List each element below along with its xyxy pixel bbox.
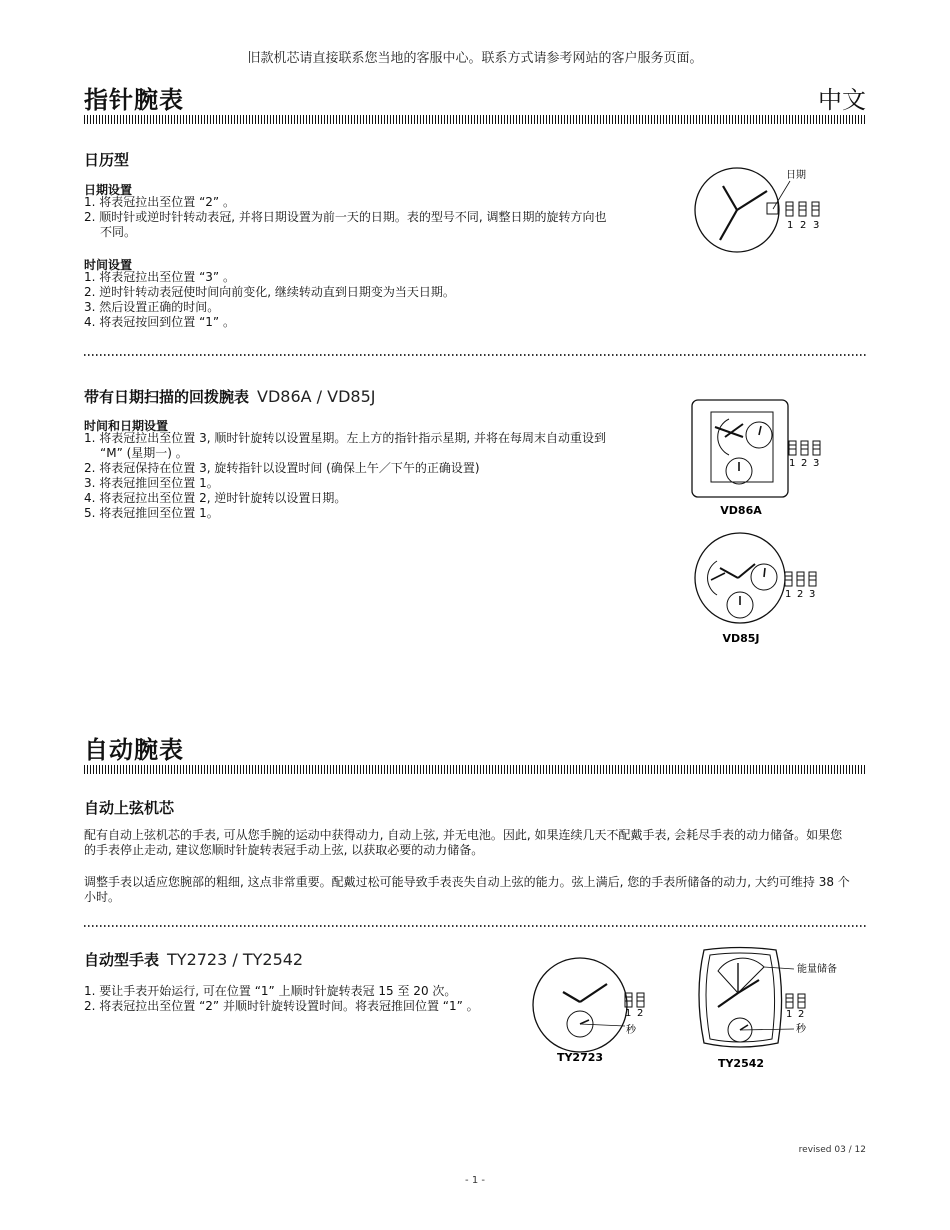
crown-stem-icon (786, 202, 819, 216)
crown-position-label: 3 (813, 458, 820, 469)
crown-position-label: 2 (800, 220, 807, 231)
ty2542-label: TY2542 (717, 1057, 765, 1070)
section-divider (84, 354, 866, 356)
vd85j-label: VD85J (722, 632, 760, 645)
list-item: 2. 逆时针转动表冠使时间向前变化, 继续转动直到日期变为当天日期。 (84, 285, 455, 299)
time-setting-steps (84, 270, 624, 330)
retrograde-title (84, 386, 376, 407)
section-title-analog: 指针腕表 (84, 86, 184, 114)
list-item: 2. 将表冠拉出至位置 “2” 并顺时针旋转设置时间。将表冠推回位置 “1” 。 (84, 999, 479, 1013)
seconds-label: 秒 (626, 1025, 636, 1036)
retrograde-title-text: 带有日期扫描的回拨腕表 (84, 388, 250, 406)
section-rule (84, 115, 866, 124)
list-item: 3. 然后设置正确的时间。 (84, 300, 220, 314)
list-item: 4. 将表冠按回到位置 “1” 。 (84, 315, 235, 329)
list-item: 2. 将表冠保持在位置 3, 旋转指针以设置时间 (确保上午／下午的正确设置) (84, 461, 480, 475)
notice-text: 旧款机芯请直接联系您当地的客服中心。联系方式请参考网站的客户服务页面。 (247, 51, 703, 66)
auto-winding-title: 自动上弦机芯 (84, 799, 175, 817)
retrograde-steps (84, 431, 624, 521)
auto-models-models: TY2723 / TY2542 (167, 950, 304, 969)
date-label: 日期 (786, 170, 806, 181)
auto-winding-paragraph: 配有自动上弦机芯的手表, 可从您手腕的运动中获得动力, 自动上弦, 并无电池。因此, 如果连续几天不配戴手表, 会耗尽手表的动力储备。如果您的手表停止走动, 建议您顺时针旋转表冠手动上弦, 以获取必要的动力储备。 (84, 828, 843, 857)
auto-models-title-text: 自动型手表 (84, 951, 160, 969)
list-item: 1. 将表冠拉出至位置 “3” 。 (84, 270, 235, 284)
crown-position-label: 1 (625, 1008, 632, 1019)
crown-position-label: 1 (789, 458, 796, 469)
crown-position-label: 2 (637, 1008, 644, 1019)
crown-stem-icon (786, 994, 805, 1008)
vd86a-label: VD86A (720, 504, 762, 517)
list-item: 5. 将表冠推回至位置 1。 (84, 506, 219, 520)
calendar-watch-figure (680, 155, 840, 265)
crown-position-label: 3 (813, 220, 820, 231)
date-setting-steps (84, 195, 614, 240)
crown-position-label: 2 (801, 458, 808, 469)
section-rule (84, 765, 866, 774)
revision-note: revised 03 / 12 (798, 1145, 866, 1155)
auto-models-title (84, 949, 303, 970)
vd85j-watch-figure (685, 528, 825, 648)
retrograde-subheading: 时间和日期设置 (84, 419, 169, 433)
list-item: 4. 将表冠拉出至位置 2, 逆时针旋转以设置日期。 (84, 491, 347, 505)
list-item: 1. 将表冠拉出至位置 “2” 。 (84, 195, 235, 209)
crown-position-label: 1 (785, 589, 792, 600)
time-setting-heading: 时间设置 (84, 258, 133, 272)
crown-stem-icon (789, 441, 820, 455)
crown-stem-icon (785, 572, 816, 586)
section-title-automatic: 自动腕表 (84, 736, 184, 764)
crown-position-label: 1 (786, 1009, 793, 1020)
date-setting-heading: 日期设置 (84, 183, 133, 197)
vd86a-watch-figure (685, 395, 825, 520)
crown-position-label: 2 (797, 589, 804, 600)
retrograde-models: VD86A / VD85J (257, 387, 376, 406)
ty2723-watch-figure (525, 950, 665, 1070)
section-divider (84, 925, 866, 927)
crown-stem-icon (625, 993, 644, 1007)
ty2542-watch-figure (690, 943, 850, 1073)
list-item: 2. 顺时针或逆时针转动表冠, 并将日期设置为前一天的日期。表的型号不同, 调整日期的旋转方向也不同。 (84, 210, 607, 239)
list-item: 1. 要让手表开始运行, 可在位置 “1” 上顺时针旋转表冠 15 至 20 次。 (84, 984, 457, 998)
language-label: 中文 (818, 86, 866, 114)
crown-position-label: 3 (809, 589, 816, 600)
auto-models-steps (84, 984, 514, 1014)
list-item: 1. 将表冠拉出至位置 3, 顺时针旋转以设置星期。左上方的指针指示星期, 并将在每周末自动重设到 “M” (星期一) 。 (84, 431, 606, 460)
calendar-title: 日历型 (84, 151, 130, 169)
crown-position-label: 2 (798, 1009, 805, 1020)
list-item: 3. 将表冠推回至位置 1。 (84, 476, 219, 490)
seconds-label: 秒 (796, 1024, 806, 1035)
crown-position-label: 1 (787, 220, 794, 231)
ty2723-label: TY2723 (556, 1051, 604, 1064)
auto-winding-paragraph: 调整手表以适应您腕部的粗细, 这点非常重要。配戴过松可能导致手表丧失自动上弦的能力。弦上满后, 您的手表所储备的动力, 大约可维持 38 个小时。 (84, 875, 850, 904)
page-number: - 1 - (465, 1175, 485, 1186)
power-reserve-label: 能量储备 (797, 964, 837, 975)
